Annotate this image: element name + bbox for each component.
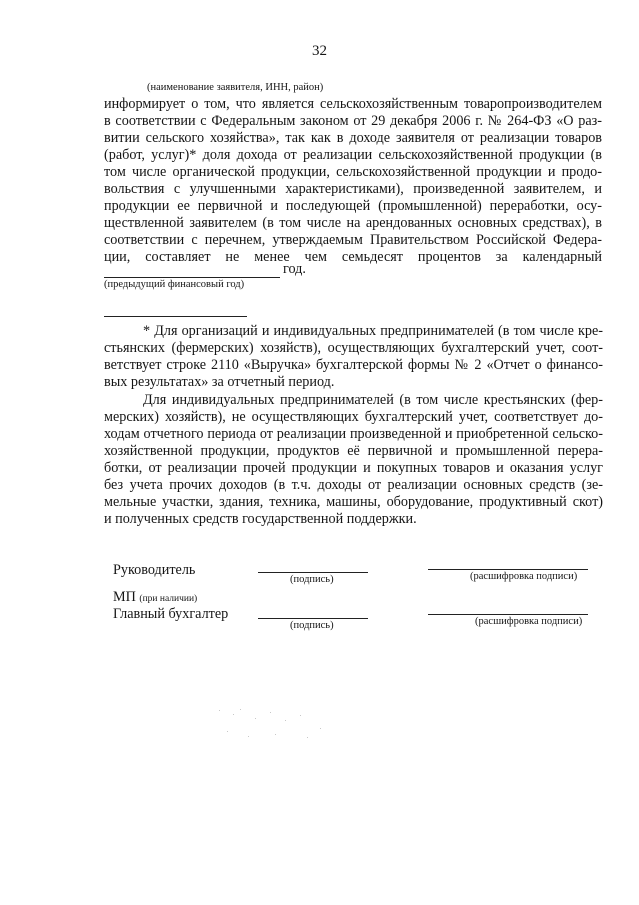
body-line: витии сельского хозяйства», так как в доходе заявителя от реализации товаров: [104, 130, 602, 146]
footnote-line: ходам отчетного периода от реализации произведенной и приобретенной сельско-: [104, 426, 603, 442]
applicant-caption: (наименование заявителя, ИНН, район): [147, 82, 324, 93]
footnote-line: мерских) хозяйств), не осуществляющих бухгалтерский учет, соответствует до-: [104, 409, 603, 425]
body-line: ции, составляет не менее чем семьдесят процентов за календарный: [104, 249, 602, 265]
accountant-signature-line: [258, 618, 368, 619]
footnote-line: без учета прочих доходов (в т.ч. доходы от реализации основных средств (зе-: [104, 477, 603, 493]
head-decoding-caption: (расшифровка подписи): [470, 571, 578, 582]
footnote-line: мельные участки, здания, техника, машины, оборудование, продуктивный скот): [104, 494, 603, 510]
footnote-line: хозяйственной продукции, продуктов её первичной и промышленной перера-: [104, 443, 603, 459]
accountant-decoding-caption: (расшифровка подписи): [475, 616, 583, 627]
body-line: ществленной заявителем (в том числе на арендованных основных средствах), в: [104, 215, 602, 231]
head-signature-caption: (подпись): [290, 574, 334, 585]
footnote-line: и полученных средств государственной поддержки.: [104, 511, 417, 527]
accountant-signature-caption: (подпись): [290, 620, 334, 631]
head-signature-line: [258, 572, 368, 573]
year-suffix: год.: [283, 261, 306, 277]
body-line: том числе органической продукции, сельскохозяйственной продукции и продо-: [104, 164, 602, 180]
body-line: в соответствии с Федеральным законом от 29 декабря 2006 г. № 264-ФЗ «О раз-: [104, 113, 602, 129]
footnote-line: вых результатах» за отчетный период.: [104, 374, 335, 390]
page-number: 32: [312, 43, 327, 59]
footnote-line: Для индивидуальных предпринимателей (в том числе крестьянских (фер-: [143, 392, 603, 408]
footnote-line: * Для организаций и индивидуальных предпринимателей (в том числе кре-: [143, 323, 603, 339]
accountant-label: Главный бухгалтер: [113, 606, 229, 622]
footnote-line: ветствует строке 2110 «Выручка» бухгалтерской формы № 2 «Отчет о финансо-: [104, 357, 603, 373]
scan-noise: [215, 706, 335, 746]
footnote-line: стьянских (фермерских) хозяйств), осуществляющих бухгалтерский учет, соот-: [104, 340, 603, 356]
body-line: соответствии с перечнем, утверждаемым Правительством Российской Федера-: [104, 232, 602, 248]
body-line: информирует о том, что является сельскохозяйственным товаропроизводителем: [104, 96, 602, 112]
head-decoding-line: [428, 569, 588, 570]
mp-label: МП (при наличии): [113, 589, 198, 605]
head-label: Руководитель: [113, 562, 196, 578]
year-blank-line: [104, 277, 280, 278]
mp-note: (при наличии): [139, 594, 198, 604]
footnote-line: ботки, от реализации прочей продукции и покупных товаров и оказания услуг: [104, 460, 603, 476]
accountant-decoding-line: [428, 614, 588, 615]
body-line: вольствия с улучшенными характеристиками), произведенной заявителем, и: [104, 181, 602, 197]
year-caption: (предыдущий финансовый год): [104, 279, 245, 290]
body-line: продукции ее первичной и последующей (промышленной) переработки, осу-: [104, 198, 602, 214]
body-line: (работ, услуг)* доля дохода от реализации сельскохозяйственной продукции (в: [104, 147, 602, 163]
footnote-separator: [104, 316, 247, 317]
